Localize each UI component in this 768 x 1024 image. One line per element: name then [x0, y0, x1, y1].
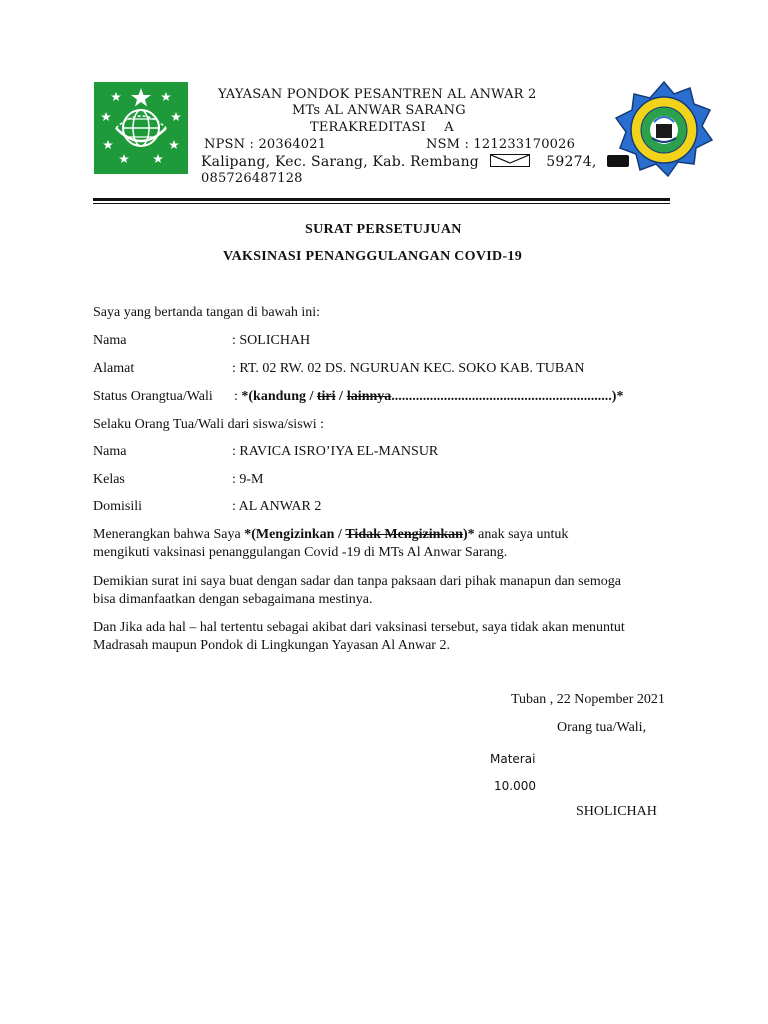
accreditation-label: TERAKREDITASI — [310, 120, 426, 135]
signer-name: SHOLICHAH — [576, 804, 657, 819]
letter-subtitle: VAKSINASI PENANGGULANGAN COVID-19 — [223, 249, 523, 264]
student-domicile-value: : AL ANWAR 2 — [232, 499, 322, 514]
address-line — [201, 154, 629, 170]
parent-name-value: : SOLICHAH — [232, 333, 311, 348]
foundation-name: YAYASAN PONDOK PESANTREN AL ANWAR 2 — [218, 87, 537, 102]
parent-name-label: Nama — [93, 333, 127, 348]
status-tiri: tiri — [316, 389, 336, 404]
status-lainnya: lainnya — [346, 389, 392, 404]
liability-paragraph-line1: Dan Jika ada hal – hal tertentu sebagai akibat dari vaksinasi tersebut, saya tidak akan menuntut — [93, 620, 625, 635]
student-name-label: Nama — [93, 444, 127, 459]
letterhead-divider — [93, 198, 670, 201]
consent-option-allow: *(Mengizinkan / — [244, 527, 342, 542]
accreditation-grade: A — [444, 120, 454, 135]
nsm-number: NSM : 121233170026 — [426, 137, 576, 152]
phone-number: 085726487128 — [201, 171, 303, 186]
student-name-value: : RAVICA ISRO’IYA EL-MANSUR — [232, 444, 439, 459]
npsn-number: NPSN : 20364021 — [204, 137, 327, 152]
consent-paragraph-line1 — [93, 527, 568, 543]
stamp-value: 10.000 — [494, 779, 536, 793]
intro-text: Saya yang bertanda tangan di bawah ini: — [93, 305, 321, 320]
declaration-paragraph-line1: Demikian surat ini saya buat dengan sadar dan tanpa paksaan dari pihak manapun dan semoga — [93, 574, 621, 589]
phone-icon — [607, 155, 629, 167]
envelope-icon — [490, 154, 530, 167]
student-domicile-label: Domisili — [93, 499, 143, 514]
consent-option-close: )* — [462, 527, 475, 542]
parent-address-label: Alamat — [93, 361, 135, 376]
consent-option-deny: Tidak Mengizinkan — [345, 527, 463, 542]
letterhead-divider-thin — [93, 203, 670, 204]
accreditation — [310, 120, 454, 135]
signer-role: Orang tua/Wali, — [557, 720, 647, 735]
parent-address-value: : RT. 02 RW. 02 DS. NGURUAN KEC. SOKO KAB. TUBAN — [232, 361, 585, 376]
liability-paragraph-line2: Madrasah maupun Pondok di Lingkungan Yayasan Al Anwar 2. — [93, 638, 450, 653]
status-colon: : — [234, 389, 238, 404]
status-dots: ...............................................................)* — [391, 389, 624, 404]
stamp-label: Materai — [490, 752, 536, 766]
globe-emblem-icon — [94, 82, 188, 174]
status-kandung: *(kandung / — [241, 389, 314, 404]
school-name: MTs AL ANWAR SARANG — [292, 103, 466, 118]
student-intro-text: Selaku Orang Tua/Wali dari siswa/siswi : — [93, 417, 325, 432]
parent-status-value — [234, 389, 623, 405]
nu-logo — [94, 82, 188, 174]
status-slash: / — [339, 389, 343, 404]
student-class-value: : 9-M — [232, 472, 264, 487]
declaration-paragraph-line2: bisa dimanfaatkan dengan sebagaimana mestinya. — [93, 592, 373, 607]
letter-title: SURAT PERSETUJUAN — [305, 222, 462, 237]
student-class-label: Kelas — [93, 472, 125, 487]
consent-pre: Menerangkan bahwa Saya — [93, 527, 245, 542]
place-date: Tuban , 22 Nopember 2021 — [511, 692, 665, 707]
consent-post: anak saya untuk — [474, 527, 569, 542]
consent-paragraph-line2: mengikuti vaksinasi penanggulangan Covid -19 di MTs Al Anwar Sarang. — [93, 545, 508, 560]
postal-code: 59274, — [546, 154, 597, 170]
parent-status-label: Status Orangtua/Wali — [93, 389, 213, 404]
school-address: Kalipang, Kec. Sarang, Kab. Rembang — [201, 154, 479, 170]
